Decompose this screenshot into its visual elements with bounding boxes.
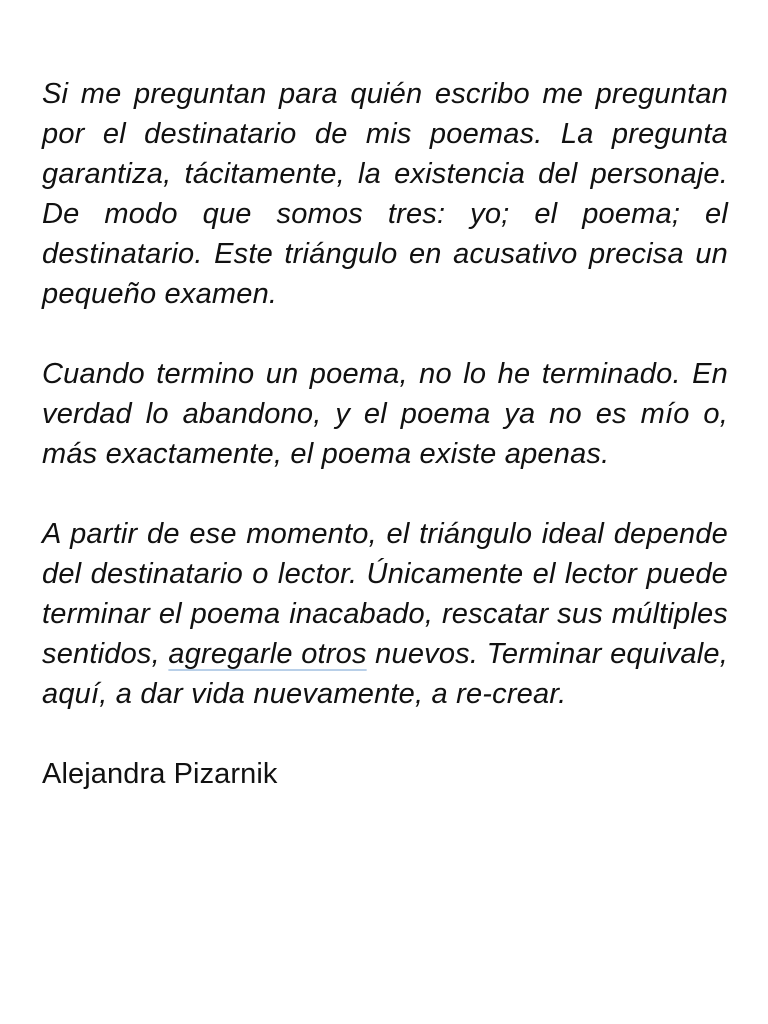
paragraph-3-text-after: nuevos. Terminar equivale, aquí, a dar vida nuevamente, a re-crear. <box>42 638 728 710</box>
author-signature: Alejandra Pizarnik <box>42 758 278 790</box>
document-page <box>42 74 728 794</box>
paragraph-1: Si me preguntan para quién escribo me preguntan por el destinatario de mis poemas. La pregunta garantiza, tácitamente, la existencia del personaje. De modo que somos tres: yo; el poema; el destinatario. Este triángulo en acusativo precisa un pequeño examen. <box>42 78 728 310</box>
paragraph-3 <box>42 514 728 714</box>
paragraph-3-text-before: A partir de ese momento, el triángulo ideal depende del destinatario o lector. Únicamente el lector puede terminar el poema inacabado, rescatar sus múltiples sentidos, <box>42 518 728 670</box>
paragraph-2: Cuando termino un poema, no lo he terminado. En verdad lo abandono, y el poema ya no es mío o, más exactamente, el poema existe apenas. <box>42 358 728 470</box>
underlined-phrase: agregarle otros <box>168 638 367 670</box>
